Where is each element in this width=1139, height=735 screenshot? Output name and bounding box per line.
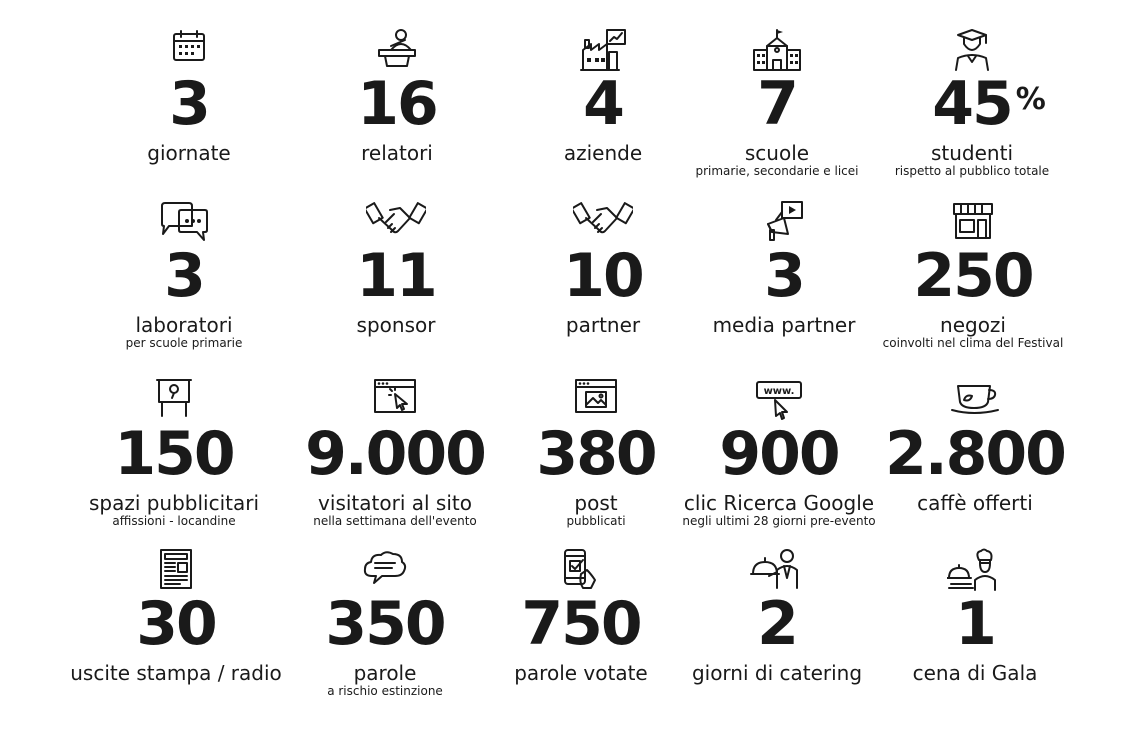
svg-text:www.: www. bbox=[763, 386, 795, 397]
stat-spazi-pubblicitari bbox=[59, 378, 289, 528]
stat-label: aziende bbox=[563, 141, 643, 165]
stat-uscite-stampa bbox=[61, 548, 291, 684]
stat-sublabel: negli ultimi 28 giorni pre-evento bbox=[682, 514, 876, 528]
stat-studenti bbox=[857, 28, 1087, 178]
stat-value: 10 bbox=[563, 241, 643, 311]
stat-sublabel: nella settimana dell'evento bbox=[313, 514, 477, 528]
percent-unit: % bbox=[1015, 82, 1046, 117]
stat-sublabel: pubblicati bbox=[566, 514, 626, 528]
stat-label: scuole bbox=[744, 141, 810, 165]
stat-label: spazi pubblicitari bbox=[88, 491, 260, 515]
stat-cena-gala bbox=[860, 548, 1090, 684]
speaker-podium-icon bbox=[282, 28, 512, 72]
stat-sublabel: a rischio estinzione bbox=[327, 684, 443, 698]
handshake-icon bbox=[281, 200, 511, 244]
stat-label: visitatori al sito bbox=[318, 491, 472, 515]
stat-giornate bbox=[74, 28, 304, 164]
stat-value: 750 bbox=[521, 589, 641, 659]
stat-value: 16 bbox=[357, 69, 437, 139]
stat-label: parole bbox=[353, 661, 417, 685]
stat-value: 900 bbox=[719, 419, 839, 489]
stat-value: 150 bbox=[114, 419, 234, 489]
shop-icon bbox=[858, 200, 1088, 244]
stat-label: parole votate bbox=[514, 661, 648, 685]
stat-value: 3 bbox=[169, 69, 209, 139]
stat-label: partner bbox=[565, 313, 641, 337]
calendar-icon bbox=[74, 28, 304, 72]
stat-value: 3 bbox=[764, 241, 804, 311]
stat-value: 350 bbox=[325, 589, 445, 659]
browser-click-icon bbox=[280, 378, 510, 422]
graduate-student-icon bbox=[857, 28, 1087, 72]
stat-label: post bbox=[574, 491, 618, 515]
stat-label: negozi bbox=[940, 313, 1006, 337]
coffee-cup-icon bbox=[860, 378, 1090, 422]
stat-value: 2 bbox=[757, 589, 797, 659]
chef-icon bbox=[860, 548, 1090, 592]
billboard-icon bbox=[59, 378, 289, 422]
stat-relatori bbox=[282, 28, 512, 164]
newspaper-icon bbox=[61, 548, 291, 592]
stat-label: clic Ricerca Google bbox=[683, 491, 875, 515]
stat-label: studenti bbox=[930, 141, 1013, 165]
stat-laboratori bbox=[69, 200, 299, 350]
stat-value: 7 bbox=[757, 69, 797, 139]
stat-value: 1 bbox=[955, 589, 995, 659]
stat-label: relatori bbox=[361, 141, 433, 165]
stat-label: sponsor bbox=[356, 313, 436, 337]
stat-label: caffè offerti bbox=[917, 491, 1033, 515]
stat-sublabel: per scuole primarie bbox=[125, 336, 243, 350]
stat-value: 45 % bbox=[932, 69, 1046, 139]
stat-negozi bbox=[858, 200, 1088, 350]
stat-caffe bbox=[860, 378, 1090, 514]
stat-value: 3 bbox=[164, 241, 204, 311]
stat-value: 9.000 bbox=[305, 419, 485, 489]
stat-value: 11 bbox=[356, 241, 436, 311]
stat-value: 380 bbox=[536, 419, 656, 489]
stat-visitatori bbox=[280, 378, 510, 528]
stat-value: 4 bbox=[583, 69, 623, 139]
stat-value: 30 bbox=[136, 589, 216, 659]
stat-sublabel: affissioni - locandine bbox=[112, 514, 236, 528]
stat-sublabel: rispetto al pubblico totale bbox=[894, 164, 1050, 178]
stat-label: giornate bbox=[147, 141, 231, 165]
waiter-icon bbox=[662, 548, 892, 592]
stat-label: laboratori bbox=[135, 313, 233, 337]
stat-label: media partner bbox=[712, 313, 856, 337]
stat-label: cena di Gala bbox=[912, 661, 1038, 685]
chat-bubbles-icon bbox=[69, 200, 299, 244]
stat-sublabel: primarie, secondarie e licei bbox=[695, 164, 859, 178]
stat-label: giorni di catering bbox=[691, 661, 863, 685]
stat-sponsor bbox=[281, 200, 511, 336]
stat-sublabel: coinvolti nel clima del Festival bbox=[882, 336, 1064, 350]
stat-value: 2.800 bbox=[885, 419, 1065, 489]
stat-giorni-catering bbox=[662, 548, 892, 684]
stat-label: uscite stampa / radio bbox=[70, 661, 282, 685]
stat-value: 250 bbox=[913, 241, 1033, 311]
